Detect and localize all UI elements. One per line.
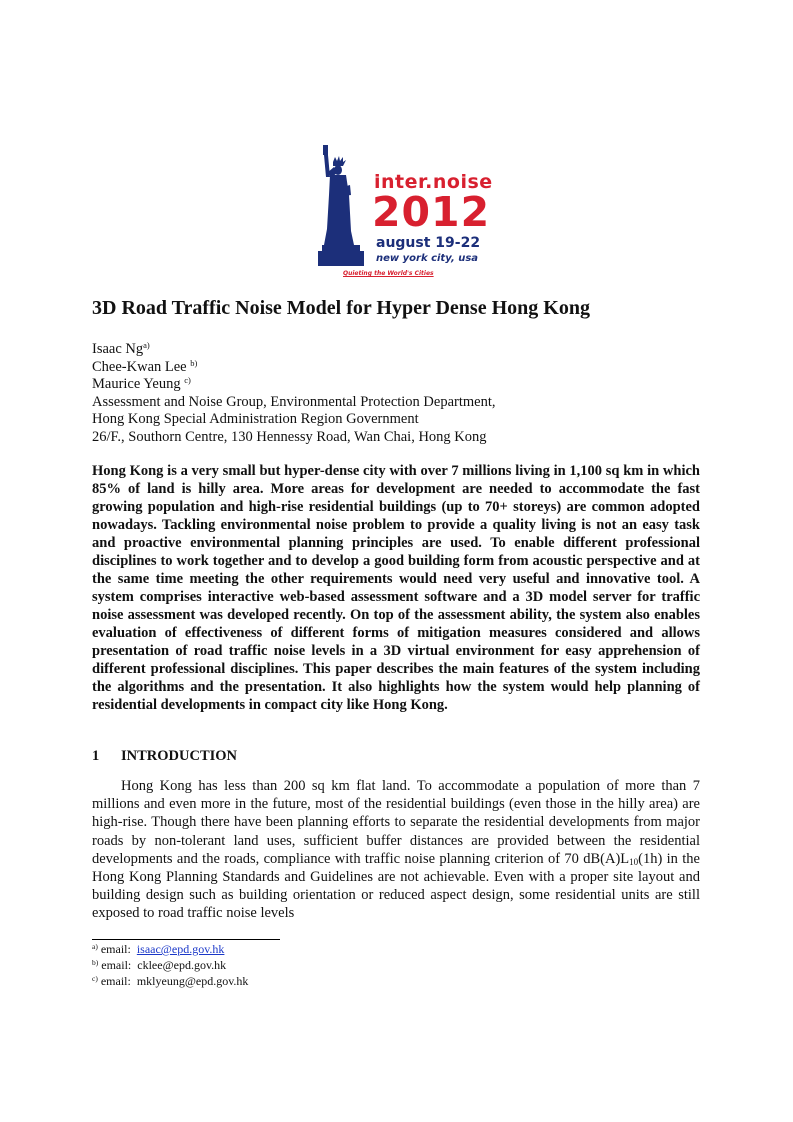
email-text: cklee@epd.gov.hk [137,957,227,972]
footnote-2 [92,958,248,974]
footnote-mark: a) [92,942,98,951]
intro-subscript: 10 [629,856,639,867]
footnote-divider [92,939,280,940]
conference-logo [318,143,493,283]
paper-title: 3D Road Traffic Noise Model for Hyper Dense Hong Kong [92,297,590,319]
logo-tagline: Quieting the World's Cities [343,270,434,277]
author-block [92,341,496,446]
author-mark: b) [190,357,198,368]
affiliation-line: Hong Kong Special Administration Region Government [92,411,419,427]
author-1 [92,341,496,359]
footnote-label: email: [100,973,131,988]
footnotes [92,942,248,989]
statue-of-liberty-icon [318,143,378,268]
footnote-mark: b) [92,957,99,967]
affiliation-line: Assessment and Noise Group, Environmental Protection Department, [92,393,496,410]
abstract: Hong Kong is a very small but hyper-dense city with over 7 millions living in 1,100 sq km in which 85% of land is hilly area. More areas for development are needed to accommodate the fast growing population and high-rise residential buildings (up to 70+ storeys) are common adopted nowadays. Tackling environmental noise problem to provide a quality living is not an easy task and proactive environmental planning principles are used. To enable different professional disciplines to work together and to develop a good building form from acoustic perspective and at the same time meeting the other requirements would need very useful and innovative tool. A system comprises interactive web-based assessment software and a 3D model server for traffic noise assessment was developed recently. On top of the assessment ability, the system also enables evaluation of effectiveness of different forms of mitigation measures considered and allows presentation of road traffic noise levels in a 3D virtual environment for easy apprehension of different professional disciplines. This paper describes the main features of the system including the algorithms and the presentation. It also highlights how the system would help planning of residential developments in compact city like Hong Kong. [92,463,700,713]
author-name: Chee-Kwan Lee [92,358,187,375]
footnote-3 [92,974,248,990]
author-name: Maurice Yeung [92,376,181,392]
email-link[interactable]: isaac@epd.gov.hk [136,942,225,956]
author-mark: a) [143,340,150,350]
footnote-label: email: [100,942,131,956]
section-title: INTRODUCTION [121,748,238,764]
intro-text: Hong Kong has less than 200 sq km flat land. To accommodate a population of more than 7 millions and even more in the future, most of the residential buildings (even those in the hilly area) are high-rise. Though there have been planning efforts to separate the residential developments from major roads by non-tolerant land uses, sufficient buffer distances are provided between the residential developments and the roads, compliance with traffic noise planning criterion of 70 dB(A)L [92,778,700,867]
author-mark: c) [184,375,191,385]
section-number: 1 [92,748,100,764]
intro-paragraph [92,777,700,923]
author-3 [92,376,496,394]
footnote-1 [92,942,248,958]
logo-line-dates: august 19-22 [376,235,481,251]
footnote-label: email: [101,957,132,972]
section-heading [92,748,237,765]
logo-line-location: new york city, usa [376,253,479,264]
logo-line-internoise: inter.noise [374,171,493,193]
author-name: Isaac Ng [92,341,144,357]
author-2 [92,359,496,377]
logo-line-year: 2012 [372,188,491,236]
footnote-mark: c) [92,973,98,983]
intro-text-continued: (1h) in the Hong Kong Planning Standards and Guidelines are not achievable. Even with a proper site layout and building design such as building orientation or reduced aspect design, some residential units are still exposed to road traffic noise levels [92,850,700,922]
email-text: mklyeung@epd.gov.hk [136,973,249,988]
affiliation-line: 26/F., Southorn Centre, 130 Hennessy Road, Wan Chai, Hong Kong [92,428,487,445]
